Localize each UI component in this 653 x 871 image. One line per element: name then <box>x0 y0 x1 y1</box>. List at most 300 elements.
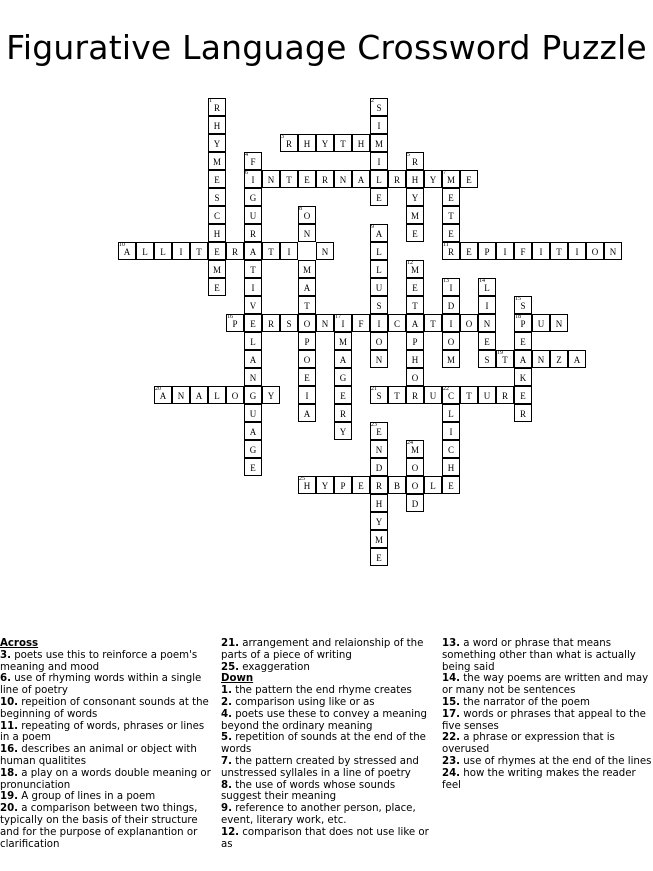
cell-letter: O <box>465 319 473 329</box>
cell-letter: L <box>484 283 490 293</box>
cell-letter: S <box>214 193 220 203</box>
grid-cell[interactable] <box>370 224 388 242</box>
grid-cell[interactable] <box>280 170 298 188</box>
grid-cell[interactable] <box>334 134 352 152</box>
grid-cell[interactable] <box>370 350 388 368</box>
cell-letter: E <box>376 193 382 203</box>
cell-letter: S <box>376 103 382 113</box>
cell-letter: Y <box>375 517 383 527</box>
cell-letter: S <box>484 355 490 365</box>
down-clue <box>221 732 433 756</box>
cell-letter: V <box>249 301 257 311</box>
grid-cell[interactable] <box>424 476 442 494</box>
grid-cell[interactable] <box>352 134 370 152</box>
grid-cell[interactable] <box>226 386 244 404</box>
grid-cell[interactable] <box>370 332 388 350</box>
cell-letter: O <box>411 463 419 473</box>
clue-num: 16. <box>0 744 19 756</box>
grid-cell[interactable] <box>442 242 460 260</box>
grid-cell[interactable] <box>190 386 208 404</box>
grid-cell[interactable] <box>244 368 262 386</box>
clue-number: 8 <box>299 206 302 212</box>
grid-cell[interactable] <box>334 332 352 350</box>
down-clue <box>221 697 433 709</box>
clues-column-3 <box>442 638 652 791</box>
cell-letter: I <box>575 247 579 257</box>
grid-cell[interactable] <box>244 422 262 440</box>
grid-cell[interactable] <box>406 350 424 368</box>
grid-cell[interactable] <box>208 134 226 152</box>
cell-letter: T <box>466 391 472 401</box>
grid-cell[interactable] <box>406 260 424 278</box>
cell-letter: Y <box>429 175 437 185</box>
cell-letter: N <box>339 175 347 185</box>
grid-cell[interactable] <box>478 242 496 260</box>
grid-cell[interactable] <box>262 386 280 404</box>
grid-cell[interactable] <box>442 458 460 476</box>
grid-cell[interactable] <box>496 350 514 368</box>
grid-cell[interactable] <box>334 422 352 440</box>
cell-letter: E <box>484 337 490 347</box>
grid-cell[interactable] <box>460 386 478 404</box>
cell-letter: G <box>339 373 347 383</box>
cell-letter: L <box>376 175 382 185</box>
grid-cell[interactable] <box>208 116 226 134</box>
grid-cell[interactable] <box>406 314 424 332</box>
grid-cell[interactable] <box>514 314 532 332</box>
cell-letter: E <box>250 463 256 473</box>
cell-letter: C <box>447 445 454 455</box>
grid-cell[interactable] <box>370 422 388 440</box>
grid-cell[interactable] <box>298 314 316 332</box>
grid-cell[interactable] <box>334 368 352 386</box>
grid-cell[interactable] <box>370 98 388 116</box>
grid-cell[interactable] <box>550 242 568 260</box>
grid-cell[interactable] <box>262 170 280 188</box>
cell-letter: A <box>249 247 257 257</box>
cell-letter: N <box>267 175 275 185</box>
grid-cell[interactable] <box>352 314 370 332</box>
grid-cell[interactable] <box>406 170 424 188</box>
grid-cell[interactable] <box>532 314 550 332</box>
grid-cell[interactable] <box>568 242 586 260</box>
grid-cell[interactable] <box>298 134 316 152</box>
cell-letter: M <box>446 355 455 365</box>
across-clue <box>221 662 433 674</box>
clue-number: 16 <box>227 314 233 320</box>
grid-cell[interactable] <box>244 440 262 458</box>
cell-letter: N <box>249 373 257 383</box>
clue-text: comparison that does not use like or as <box>221 826 429 850</box>
grid-cell[interactable] <box>406 440 424 458</box>
cell-letter: L <box>160 247 166 257</box>
grid-cell[interactable] <box>208 152 226 170</box>
grid-cell[interactable] <box>388 386 406 404</box>
down-clue <box>221 685 433 697</box>
grid-cell[interactable] <box>208 386 226 404</box>
grid-cell[interactable] <box>190 242 208 260</box>
cell-letter: R <box>321 175 328 185</box>
cell-letter: E <box>376 427 382 437</box>
cell-letter: O <box>303 355 311 365</box>
grid-cell[interactable] <box>370 458 388 476</box>
across-clue <box>0 650 213 674</box>
clue-text: repeating of words, phrases or lines in a poem <box>0 720 205 744</box>
grid-cell[interactable] <box>442 314 460 332</box>
grid-cell[interactable] <box>568 350 586 368</box>
grid-cell[interactable] <box>244 350 262 368</box>
cell-letter: M <box>374 139 383 149</box>
grid-cell[interactable] <box>298 206 316 224</box>
grid-cell[interactable] <box>478 278 496 296</box>
grid-cell[interactable] <box>298 170 316 188</box>
cell-letter: P <box>484 247 490 257</box>
cell-letter: P <box>340 481 346 491</box>
cell-letter: E <box>304 373 310 383</box>
clue-number: 3 <box>281 134 284 140</box>
grid-cell[interactable] <box>370 260 388 278</box>
cell-letter: S <box>520 301 526 311</box>
grid-cell[interactable] <box>136 242 154 260</box>
grid-cell[interactable] <box>208 188 226 206</box>
clue-text: how the writing makes the reader feel <box>442 767 636 791</box>
grid-cell[interactable] <box>316 242 334 260</box>
grid-cell[interactable] <box>406 296 424 314</box>
cell-letter: E <box>304 175 310 185</box>
grid-cell[interactable] <box>496 242 514 260</box>
clue-text: poets use these to convey a meaning beyond the ordinary meaning <box>221 708 427 732</box>
clue-num: 13. <box>442 638 461 649</box>
cell-letter: Y <box>411 193 419 203</box>
grid-cell[interactable] <box>496 386 514 404</box>
cell-letter: O <box>591 247 599 257</box>
clue-number: 15 <box>515 296 521 302</box>
across-clue <box>0 697 213 721</box>
grid-cell[interactable] <box>208 206 226 224</box>
grid-cell[interactable] <box>370 548 388 566</box>
grid-cell[interactable] <box>406 386 424 404</box>
grid-cell[interactable] <box>208 260 226 278</box>
grid-cell[interactable] <box>244 152 262 170</box>
grid-cell[interactable] <box>370 314 388 332</box>
grid-cell[interactable] <box>442 224 460 242</box>
grid-cell[interactable] <box>172 242 190 260</box>
grid-cell[interactable] <box>370 170 388 188</box>
grid-cell[interactable] <box>442 476 460 494</box>
grid-cell[interactable] <box>406 476 424 494</box>
cell-letter: L <box>448 409 454 419</box>
cell-letter: S <box>376 391 382 401</box>
clue-num: 5. <box>221 732 232 744</box>
cell-letter: A <box>303 409 311 419</box>
grid-cell[interactable] <box>514 296 532 314</box>
grid-cell[interactable] <box>406 206 424 224</box>
grid-cell[interactable] <box>478 386 496 404</box>
grid-cell[interactable] <box>316 134 334 152</box>
cell-letter: I <box>449 283 453 293</box>
grid-cell[interactable] <box>406 224 424 242</box>
grid-cell[interactable] <box>550 314 568 332</box>
cell-letter: O <box>303 211 311 221</box>
cell-letter: E <box>448 193 454 203</box>
cell-letter: E <box>466 247 472 257</box>
cell-letter: G <box>249 193 257 203</box>
grid-cell[interactable] <box>352 476 370 494</box>
grid-cell[interactable] <box>280 242 298 260</box>
grid-cell[interactable] <box>316 476 334 494</box>
grid-cell[interactable] <box>478 350 496 368</box>
cell-letter: A <box>159 391 167 401</box>
grid-cell[interactable] <box>226 242 244 260</box>
grid-cell[interactable] <box>370 440 388 458</box>
grid-cell[interactable] <box>424 314 442 332</box>
grid-cell[interactable] <box>280 314 298 332</box>
clue-text: repeition of consonant sounds at the beginning of words <box>0 696 209 720</box>
grid-cell[interactable] <box>298 368 316 386</box>
grid-cell[interactable] <box>244 404 262 422</box>
grid-cell[interactable] <box>442 296 460 314</box>
grid-cell[interactable] <box>334 404 352 422</box>
grid-cell[interactable] <box>370 278 388 296</box>
cell-letter: O <box>303 319 311 329</box>
grid-cell[interactable] <box>244 260 262 278</box>
grid-cell[interactable] <box>208 242 226 260</box>
grid-cell[interactable] <box>442 206 460 224</box>
grid-cell[interactable] <box>370 152 388 170</box>
grid-cell[interactable] <box>514 368 532 386</box>
clue-number: 17 <box>335 314 341 320</box>
grid-cell[interactable] <box>118 242 136 260</box>
grid-cell[interactable] <box>370 242 388 260</box>
cell-letter: E <box>520 337 526 347</box>
grid-cell[interactable] <box>514 332 532 350</box>
clue-num: 19. <box>0 791 19 803</box>
grid-cell[interactable] <box>370 116 388 134</box>
grid-cell[interactable] <box>460 170 478 188</box>
grid-cell[interactable] <box>370 134 388 152</box>
grid-cell[interactable] <box>406 458 424 476</box>
clue-text: the narrator of the poem <box>460 696 590 708</box>
grid-cell[interactable] <box>154 386 172 404</box>
clue-text: the pattern created by stressed and unstressed syllales in a line of poetry <box>221 755 419 779</box>
grid-cell[interactable] <box>442 350 460 368</box>
grid-cell[interactable] <box>298 350 316 368</box>
grid-cell[interactable] <box>244 242 262 260</box>
down-clue <box>221 756 433 780</box>
grid-cell[interactable] <box>424 170 442 188</box>
cell-letter: A <box>411 319 419 329</box>
cell-letter: I <box>449 427 453 437</box>
clue-text: the use of words whose sounds suggest their meaning <box>221 779 396 803</box>
clue-num: 2. <box>221 696 232 708</box>
grid-cell[interactable] <box>298 224 316 242</box>
grid-cell[interactable] <box>388 170 406 188</box>
clue-number: 13 <box>443 278 449 284</box>
grid-cell[interactable] <box>514 350 532 368</box>
cell-letter: N <box>321 247 329 257</box>
grid-cell[interactable] <box>244 332 262 350</box>
cell-letter: T <box>394 391 400 401</box>
cell-letter: O <box>375 337 383 347</box>
grid-cell[interactable] <box>262 314 280 332</box>
grid-cell[interactable] <box>334 350 352 368</box>
grid-cell[interactable] <box>370 494 388 512</box>
grid-cell[interactable] <box>208 278 226 296</box>
grid-cell[interactable] <box>244 206 262 224</box>
grid-cell[interactable] <box>244 296 262 314</box>
cell-letter: R <box>285 139 292 149</box>
grid-cell[interactable] <box>352 170 370 188</box>
grid-cell[interactable] <box>244 188 262 206</box>
cell-letter: I <box>251 175 255 185</box>
grid-cell[interactable] <box>442 422 460 440</box>
grid-cell[interactable] <box>514 404 532 422</box>
grid-cell[interactable] <box>406 278 424 296</box>
cell-letter: U <box>249 409 257 419</box>
clue-text: exaggeration <box>239 661 310 673</box>
grid-cell[interactable] <box>208 98 226 116</box>
down-clue <box>221 780 433 804</box>
grid-cell[interactable] <box>316 314 334 332</box>
grid-cell[interactable] <box>442 170 460 188</box>
grid-cell[interactable] <box>208 224 226 242</box>
grid-cell[interactable] <box>442 440 460 458</box>
grid-cell[interactable] <box>460 242 478 260</box>
cell-letter: M <box>446 175 455 185</box>
grid-cell[interactable] <box>442 332 460 350</box>
cell-letter: E <box>214 175 220 185</box>
grid-cell[interactable] <box>244 278 262 296</box>
cell-letter: S <box>376 301 382 311</box>
cell-letter: N <box>483 319 491 329</box>
grid-cell[interactable] <box>298 476 316 494</box>
cell-letter: A <box>357 175 365 185</box>
clue-number: 23 <box>371 422 377 428</box>
clue-number: 2 <box>371 98 374 104</box>
grid-cell[interactable] <box>586 242 604 260</box>
clue-text: A group of lines in a poem <box>18 791 156 803</box>
grid-cell[interactable] <box>514 242 532 260</box>
grid-cell[interactable] <box>388 476 406 494</box>
cell-letter: M <box>302 265 311 275</box>
cell-letter: M <box>338 337 347 347</box>
cell-letter: R <box>231 247 238 257</box>
clue-text: comparison using like or as <box>231 696 375 708</box>
grid-cell[interactable] <box>370 530 388 548</box>
grid-cell[interactable] <box>244 224 262 242</box>
grid-cell[interactable] <box>298 296 316 314</box>
grid-cell[interactable] <box>604 242 622 260</box>
grid-cell[interactable] <box>244 458 262 476</box>
clue-text: reference to another person, place, event, literary work, etc. <box>221 803 416 826</box>
clue-text: use of rhymes at the end of the lines <box>460 755 652 767</box>
grid-cell[interactable] <box>478 296 496 314</box>
cell-letter: P <box>304 337 310 347</box>
grid-cell[interactable] <box>370 296 388 314</box>
grid-cell[interactable] <box>442 404 460 422</box>
cell-letter: N <box>375 355 383 365</box>
grid-cell[interactable] <box>478 332 496 350</box>
cell-letter: M <box>410 265 419 275</box>
cell-letter: M <box>212 157 221 167</box>
cell-letter: U <box>375 283 383 293</box>
grid-cell[interactable] <box>334 170 352 188</box>
grid-cell[interactable] <box>244 314 262 332</box>
cell-letter: E <box>466 175 472 185</box>
grid-cell[interactable] <box>244 386 262 404</box>
clue-text: words or phrases that appeal to the five senses <box>442 708 646 732</box>
cell-letter: I <box>179 247 183 257</box>
grid-cell[interactable] <box>388 314 406 332</box>
grid-cell[interactable] <box>406 188 424 206</box>
grid-cell[interactable] <box>298 386 316 404</box>
grid-cell[interactable] <box>442 278 460 296</box>
clue-num: 10. <box>0 696 19 708</box>
grid-cell[interactable] <box>208 170 226 188</box>
cell-letter: L <box>142 247 148 257</box>
grid-cell[interactable] <box>442 386 460 404</box>
grid-cell[interactable] <box>334 476 352 494</box>
grid-cell[interactable] <box>226 314 244 332</box>
grid-cell[interactable] <box>532 242 550 260</box>
across-clue <box>0 744 213 768</box>
grid-cell[interactable] <box>424 386 442 404</box>
grid-cell[interactable] <box>460 314 478 332</box>
grid-cell[interactable] <box>514 386 532 404</box>
grid-cell[interactable] <box>406 494 424 512</box>
grid-cell[interactable] <box>550 350 568 368</box>
clue-num: 21. <box>221 638 240 649</box>
grid-cell[interactable] <box>370 476 388 494</box>
clue-text: poets use this to reinforce a poem's meaning and mood <box>0 649 198 673</box>
grid-cell[interactable] <box>406 332 424 350</box>
grid-cell[interactable] <box>442 188 460 206</box>
grid-cell[interactable] <box>406 152 424 170</box>
grid-cell[interactable] <box>298 404 316 422</box>
cell-letter: I <box>449 319 453 329</box>
cell-letter: H <box>303 481 311 491</box>
grid-cell[interactable] <box>532 350 550 368</box>
grid-cell[interactable] <box>244 170 262 188</box>
grid-cell[interactable] <box>406 368 424 386</box>
grid-cell[interactable] <box>154 242 172 260</box>
cell-letter: A <box>249 427 257 437</box>
cell-letter: H <box>447 463 455 473</box>
grid-cell[interactable] <box>262 242 280 260</box>
grid-cell[interactable] <box>172 386 190 404</box>
grid-cell[interactable] <box>478 314 496 332</box>
cell-letter: Y <box>213 139 221 149</box>
grid-cell[interactable] <box>280 134 298 152</box>
cell-letter: C <box>447 391 454 401</box>
grid-cell[interactable] <box>370 188 388 206</box>
grid-cell[interactable] <box>298 332 316 350</box>
grid-cell[interactable] <box>370 512 388 530</box>
cell-letter: O <box>447 337 455 347</box>
cell-letter: Z <box>556 355 562 365</box>
grid-cell[interactable] <box>316 170 334 188</box>
cell-letter: I <box>485 301 489 311</box>
grid-cell[interactable] <box>370 386 388 404</box>
grid-cell[interactable] <box>298 260 316 278</box>
cell-letter: E <box>448 229 454 239</box>
clue-number: 12 <box>407 260 413 266</box>
grid-cell[interactable] <box>334 386 352 404</box>
clues-column-2 <box>221 638 433 850</box>
grid-cell[interactable] <box>334 314 352 332</box>
grid-cell[interactable] <box>298 278 316 296</box>
clue-text: use of rhyming words within a single line of poetry <box>0 673 202 697</box>
